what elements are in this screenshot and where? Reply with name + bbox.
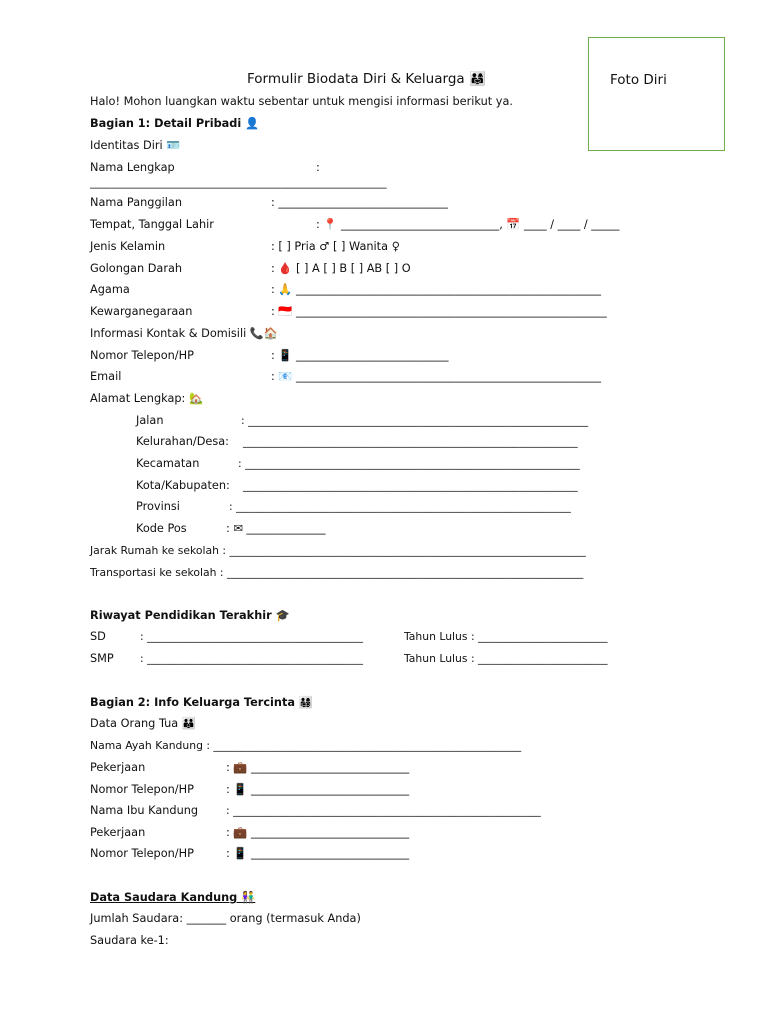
father-phone-label: Nomor Telepon/HP [90,783,194,796]
father-job-field[interactable]: : 💼 ____________________________ [226,761,410,774]
section2-heading: Bagian 2: Info Keluarga Tercinta 👨‍👩‍👧‍👦 [90,696,313,709]
siblings-count-field[interactable]: Jumlah Saudara: _______ orang (termasuk Anda) [90,912,361,925]
distance-field[interactable]: Jarak Rumah ke sekolah : __________________________________________________________________ [90,544,586,557]
siblings-heading: Data Saudara Kandung 👫 [90,891,256,904]
father-phone-field[interactable]: : 📱 ____________________________ [226,783,410,796]
village-label: Kelurahan/Desa: [136,435,229,448]
edu-school-smp[interactable]: : ________________________________________ [140,652,364,665]
identity-heading: Identitas Diri 🪪 [90,139,181,152]
mother-name-label: Nama Ibu Kandung [90,804,199,817]
contact-heading: Informasi Kontak & Domisili 📞🏠 [90,327,278,340]
village-field[interactable]: ______________________________________________________________ [243,435,578,448]
nickname-field[interactable]: : ______________________________ [271,196,448,209]
city-label: Kota/Kabupaten: [136,479,230,492]
full-name-field[interactable]: : [316,161,320,174]
province-label: Provinsi [136,500,180,513]
province-field[interactable]: : ______________________________________________________________ [229,500,571,513]
birth-field[interactable]: : 📍 ____________________________, 📅 ____ / ____ / _____ [316,218,620,231]
religion-label: Agama [90,283,130,296]
mother-phone-label: Nomor Telepon/HP [90,847,194,860]
citizenship-label: Kewarganegaraan [90,305,193,318]
edu-level-smp: SMP [90,652,114,665]
address-heading: Alamat Lengkap: 🏡 [90,392,204,405]
mother-job-label: Pekerjaan [90,826,146,839]
mother-phone-field[interactable]: : 📱 ____________________________ [226,847,410,860]
citizenship-field[interactable]: : 🇮🇩 _______________________________________________________ [271,305,607,318]
phone-label: Nomor Telepon/HP [90,349,194,362]
full-name-line[interactable]: ________________________________________________________ [90,177,387,189]
edu-level-sd: SD [90,630,106,643]
sibling-1-label: Saudara ke-1: [90,934,169,947]
father-name-field[interactable]: Nama Ayah Kandung : _________________________________________________________ [90,739,522,752]
street-label: Jalan [136,414,164,427]
intro-text: Halo! Mohon luangkan waktu sebentar untuk mengisi informasi berikut ya. [90,95,513,108]
page-title: Formulir Biodata Diri & Keluarga 👨‍👩‍👧 [247,71,486,87]
postal-label: Kode Pos [136,522,187,535]
phone-field[interactable]: : 📱 ___________________________ [271,349,449,362]
transport-field[interactable]: Transportasi ke sekolah : __________________________________________________________________ [90,566,584,579]
nickname-label: Nama Panggilan [90,196,182,209]
gender-label: Jenis Kelamin [90,240,166,253]
father-job-label: Pekerjaan [90,761,146,774]
gender-field[interactable]: : [ ] Pria ♂ [ ] Wanita ♀ [271,240,400,253]
city-field[interactable]: ______________________________________________________________ [243,479,578,492]
email-label: Email [90,370,122,383]
photo-box [588,37,725,151]
district-label: Kecamatan [136,457,200,470]
parents-heading: Data Orang Tua 👪 [90,717,196,730]
mother-job-field[interactable]: : 💼 ____________________________ [226,826,410,839]
postal-field[interactable]: : ✉ ______________ [226,522,326,535]
photo-label: Foto Diri [610,72,667,88]
email-field[interactable]: : 📧 ______________________________________________________ [271,370,602,383]
edu-school-sd[interactable]: : ________________________________________ [140,630,364,643]
section1-heading: Bagian 1: Detail Pribadi 👤 [90,117,260,130]
religion-field[interactable]: : 🙏 ______________________________________________________ [271,283,602,296]
mother-name-field[interactable]: : _________________________________________________________ [226,804,541,817]
birth-label: Tempat, Tanggal Lahir [90,218,214,231]
edu-year-smp[interactable]: Tahun Lulus : ________________________ [404,652,608,665]
education-heading: Riwayat Pendidikan Terakhir 🎓 [90,609,290,622]
edu-year-sd[interactable]: Tahun Lulus : ________________________ [404,630,608,643]
full-name-label: Nama Lengkap [90,161,175,174]
district-field[interactable]: : ______________________________________________________________ [238,457,580,470]
blood-label: Golongan Darah [90,262,183,275]
street-field[interactable]: : _______________________________________________________________ [241,414,589,427]
blood-field[interactable]: : 🩸 [ ] A [ ] B [ ] AB [ ] O [271,262,411,275]
